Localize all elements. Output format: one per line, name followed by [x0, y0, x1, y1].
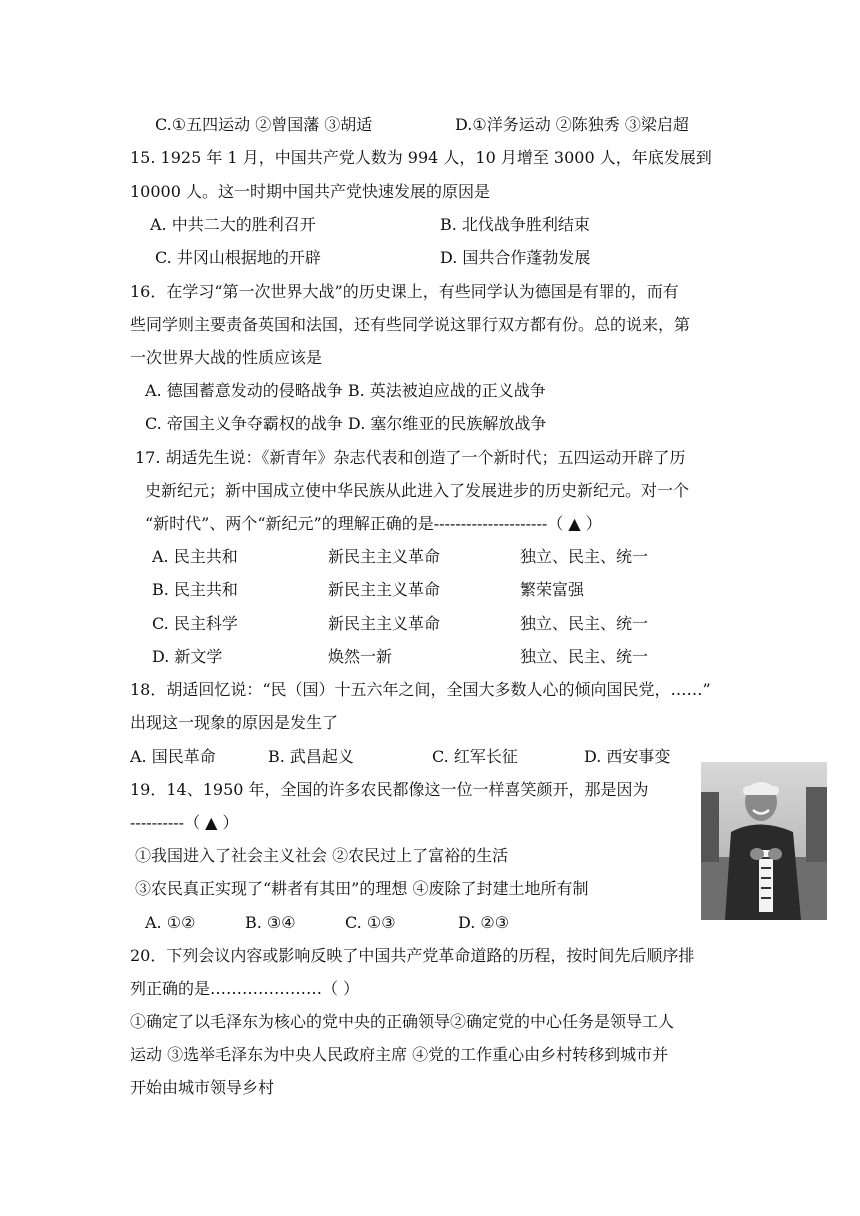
q17-row-a-col1: A. 民主共和: [152, 547, 238, 566]
q16-stem-line3: 一次世界大战的性质应该是: [130, 348, 323, 367]
q17-row-b-col3: 繁荣富强: [520, 580, 585, 599]
q17-row-a-col3: 独立、民主、统一: [520, 547, 649, 566]
q17-row-c-col3: 独立、民主、统一: [520, 614, 649, 633]
q17-row-c-col2: 新民主主义革命: [328, 614, 441, 633]
q17-row-b-col1: B. 民主共和: [152, 580, 238, 599]
q16-stem-line2: 些同学则主要责备英国和法国，还有些同学说这罪行双方都有份。总的说来，第: [130, 315, 691, 334]
q17-stem-line2: 史新纪元；新中国成立使中华民族从此进入了发展进步的历史新纪元。对一个: [145, 481, 690, 500]
q17-row-d-col1: D. 新文学: [152, 647, 223, 666]
q15-stem-line2: 10000 人。这一时期中国共产党快速发展的原因是: [130, 182, 490, 201]
q20-stem-line2: 列正确的是…………………（ ）: [130, 979, 360, 998]
q19-stem-line2: ----------（ ▲ ）: [130, 813, 239, 832]
q16-stem-line1: 16．在学习“第一次世界大战”的历史课上，有些同学认为德国是有罪的，而有: [130, 282, 679, 301]
q14-option-d: D.①洋务运动 ②陈独秀 ③梁启超: [455, 115, 689, 134]
q20-statements-line1: ①确定了以毛泽东为核心的党中央的正确领导②确定党的中心任务是领导工人: [130, 1012, 675, 1031]
q20-statements-line2: 运动 ③选举毛泽东为中央人民政府主席 ④党的工作重心由乡村转移到城市并: [130, 1045, 669, 1064]
q19-statements-line2: ③农民真正实现了“耕者有其田”的理想 ④废除了封建土地所有制: [135, 879, 589, 898]
q17-row-a-col2: 新民主主义革命: [328, 547, 441, 566]
q16-options-ab: A. 德国蓄意发动的侵略战争 B. 英法被迫应战的正义战争: [145, 381, 546, 400]
farmer-photo: [701, 762, 827, 920]
q15-option-a: A. 中共二大的胜利召开: [150, 215, 316, 234]
q19-stem-line1: 19．14、1950 年，全国的许多农民都像这一位一样喜笑颜开，那是因为: [130, 780, 649, 799]
q15-option-d: D. 国共合作蓬勃发展: [440, 248, 591, 267]
q17-row-b-col2: 新民主主义革命: [328, 580, 441, 599]
q17-row-d-col2: 焕然一新: [328, 647, 393, 666]
q18-stem-line2: 出现这一现象的原因是发生了: [130, 713, 339, 732]
q15-option-c: C. 井冈山根据地的开辟: [155, 248, 321, 267]
q18-option-c: C. 红军长征: [432, 747, 518, 766]
q18-option-a: A. 国民革命: [130, 747, 216, 766]
q20-stem-line1: 20．下列会议内容或影响反映了中国共产党革命道路的历程，按时间先后顺序排: [130, 946, 695, 965]
q18-option-b: B. 武昌起义: [268, 747, 354, 766]
q17-stem-line1: 17. 胡适先生说：《新青年》杂志代表和创造了一个新时代；五四运动开辟了历: [135, 448, 686, 467]
q19-statements-line1: ①我国进入了社会主义社会 ②农民过上了富裕的生活: [135, 846, 509, 865]
q15-stem-line1: 15. 1925 年 1 月，中国共产党人数为 994 人，10 月增至 3000 人，年底发展到: [130, 148, 712, 167]
q19-option-d: D. ②③: [458, 913, 510, 932]
q17-stem-line3: “新时代”、两个“新纪元”的理解正确的是---------------------（ ▲ ）: [145, 514, 602, 533]
q19-option-c: C. ①③: [345, 913, 396, 932]
q15-option-b: B. 北伐战争胜利结束: [440, 215, 590, 234]
q19-option-b: B. ③④: [245, 913, 296, 932]
q19-option-a: A. ①②: [145, 913, 196, 932]
q17-row-c-col1: C. 民主科学: [152, 614, 238, 633]
q17-row-d-col3: 独立、民主、统一: [520, 647, 649, 666]
q14-option-c: C.①五四运动 ②曾国藩 ③胡适: [155, 115, 373, 134]
q20-statements-line3: 开始由城市领导乡村: [130, 1078, 275, 1097]
q18-option-d: D. 西安事变: [584, 747, 671, 766]
q18-stem-line1: 18．胡适回忆说：“民（国）十五六年之间，全国大多数人心的倾向国民党，……”: [130, 680, 711, 699]
q16-options-cd: C. 帝国主义争夺霸权的战争 D. 塞尔维亚的民族解放战争: [145, 414, 547, 433]
